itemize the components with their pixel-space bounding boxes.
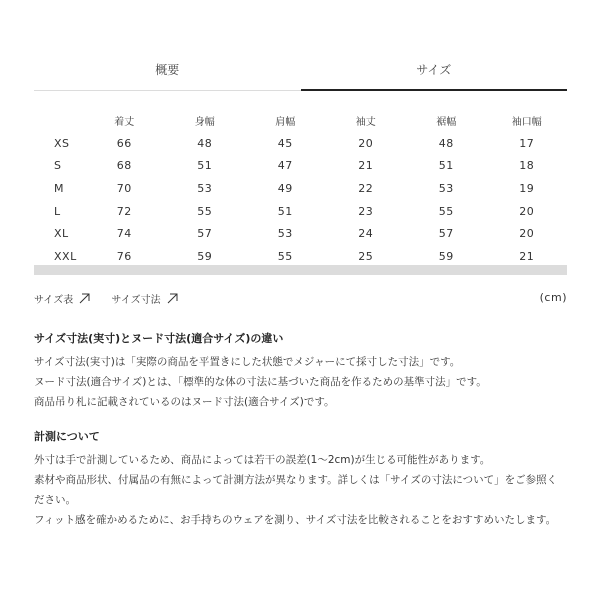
notes-paragraph: 素材や商品形状、付属品の有無によって計測方法が異なります。詳しくは「サイズの寸法について」をご参照ください。 — [34, 474, 558, 506]
table-cell: 20 — [519, 204, 535, 218]
table-cell: 59 — [197, 249, 213, 263]
table-cell: 68 — [116, 159, 132, 173]
table-cell: 51 — [197, 159, 213, 173]
table-cell: 48 — [438, 136, 454, 150]
table-cell: 48 — [197, 136, 213, 150]
size-label: L — [54, 204, 61, 218]
table-cell: 55 — [438, 204, 454, 218]
table-cell: 21 — [519, 249, 535, 263]
header-size — [34, 108, 84, 132]
notes-paragraph: フィット感を確かめるために、お手持ちのウェアを測り、サイズ寸法を比較されることをおすすめいたします。 — [34, 514, 557, 526]
table-cell: 53 — [197, 181, 213, 195]
header-cuff-width: 袖口幅 — [511, 116, 542, 128]
table-cell: 45 — [277, 136, 293, 150]
table-cell: 19 — [519, 181, 535, 195]
header-shoulder-width: 肩幅 — [275, 116, 296, 128]
notes-paragraph: 外寸は手で計測しているため、商品によっては若干の誤差(1〜2cm)が生じる可能性があります。 — [34, 454, 491, 466]
active-tab-indicator — [301, 89, 567, 91]
size-chart-link[interactable] — [34, 291, 90, 306]
table-cell: 17 — [519, 136, 535, 150]
tab-size[interactable]: サイズ — [416, 63, 452, 77]
table-cell: 23 — [358, 204, 374, 218]
table-cell: 18 — [519, 159, 535, 173]
table-cell: 47 — [277, 159, 293, 173]
table-cell: 20 — [358, 136, 374, 150]
size-measure-link-label: サイズ寸法 — [111, 295, 161, 306]
table-cell: 74 — [116, 227, 132, 241]
table-cell: 76 — [116, 249, 132, 263]
table-cell: 21 — [358, 159, 374, 173]
table-row — [34, 222, 567, 245]
notes-paragraph: サイズ寸法(実寸)は「実際の商品を平置きにした状態でメジャーにて採寸した寸法」です。 — [34, 356, 461, 368]
header-sleeve-length: 袖丈 — [355, 116, 376, 128]
table-cell: 25 — [358, 249, 374, 263]
arrow-up-right-icon — [167, 293, 178, 304]
size-table — [34, 108, 567, 268]
table-row — [34, 132, 567, 155]
size-label: XS — [54, 136, 70, 150]
table-row — [34, 155, 567, 178]
notes-paragraph: ヌード寸法(適合サイズ)とは、「標準的な体の寸法に基づいた商品を作るための基準寸法」です。 — [34, 376, 487, 388]
table-cell: 20 — [519, 227, 535, 241]
arrow-up-right-icon — [79, 293, 90, 304]
notes-heading-measurement: 計測について — [34, 430, 100, 443]
table-row — [34, 200, 567, 223]
table-cell: 24 — [358, 227, 374, 241]
table-cell: 22 — [358, 181, 374, 195]
size-label: M — [54, 181, 64, 195]
notes-paragraph: 商品吊り札に記載されているのはヌード寸法(適合サイズ)です。 — [34, 396, 335, 408]
notes-heading-difference: サイズ寸法(実寸)とヌード寸法(適合サイズ)の違い — [34, 332, 284, 345]
table-cell: 59 — [438, 249, 454, 263]
table-cell: 53 — [277, 227, 293, 241]
header-length: 着丈 — [114, 116, 135, 128]
table-row — [34, 177, 567, 200]
table-cell: 66 — [116, 136, 132, 150]
size-chart-link-label: サイズ表 — [34, 295, 74, 306]
size-links — [34, 291, 567, 307]
size-label: XXL — [54, 249, 77, 263]
header-hem-width: 裾幅 — [436, 116, 457, 128]
tab-bar — [34, 52, 567, 92]
header-body-width: 身幅 — [194, 116, 215, 128]
table-cell: 51 — [438, 159, 454, 173]
table-cell: 55 — [197, 204, 213, 218]
table-cell: 70 — [116, 181, 132, 195]
size-label: S — [54, 159, 62, 173]
size-notes — [34, 330, 567, 530]
table-cell: 49 — [277, 181, 293, 195]
tab-overview[interactable]: 概要 — [155, 63, 180, 77]
horizontal-scrollbar[interactable] — [34, 265, 567, 275]
table-header-row — [34, 108, 567, 132]
table-cell: 57 — [438, 227, 454, 241]
size-label: XL — [54, 227, 69, 241]
table-cell: 53 — [438, 181, 454, 195]
measurement-section — [34, 428, 567, 530]
table-cell: 51 — [277, 204, 293, 218]
table-cell: 57 — [197, 227, 213, 241]
table-cell: 72 — [116, 204, 132, 218]
unit-label: (cm) — [539, 291, 567, 304]
size-measure-link[interactable] — [111, 291, 177, 306]
table-cell: 55 — [277, 249, 293, 263]
